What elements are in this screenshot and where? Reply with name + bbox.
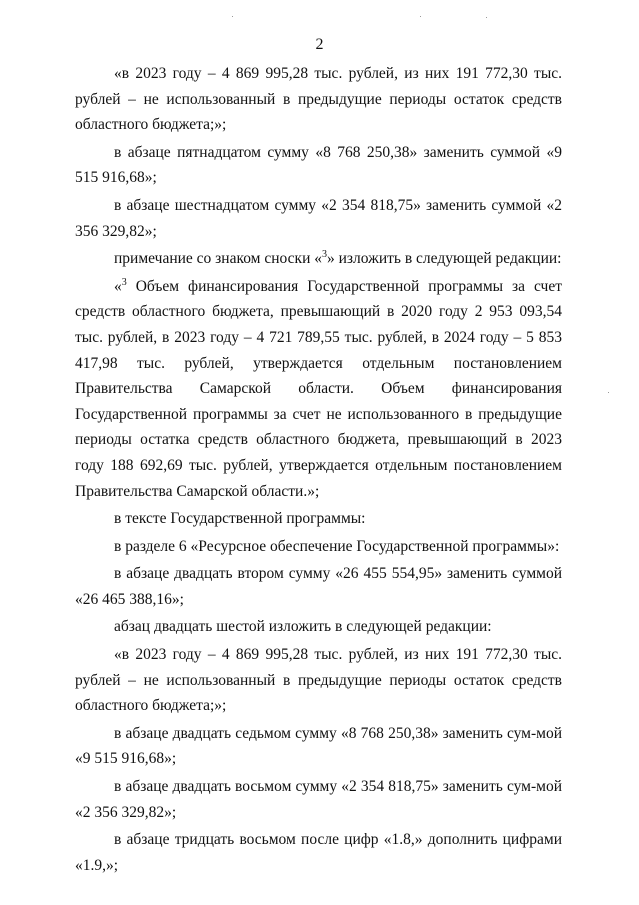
paragraph-abzac-22: в абзаце двадцать втором сумму «26 455 554,95» заменить суммой «26 465 388,16»; [75, 565, 562, 608]
footnote-mark-inline: 3 [121, 276, 127, 288]
paragraph-section-6: в разделе 6 «Ресурсное обеспечение Государственной программы»: [114, 537, 560, 555]
footnote-note-text-end: » изложить в следующей редакции: [327, 250, 562, 268]
footnote-open-quote: « [114, 277, 122, 295]
paragraph-funding-2023: «в 2023 году – 4 869 995,28 тыс. рублей, из них 191 772,30 тыс. рублей – не использованный в предыдущие периоды остаток средств областного бюджета;»; [75, 65, 562, 134]
paragraph-abzac-16: в абзаце шестнадцатом сумму «2 354 818,75» заменить суммой «2 356 329,82»; [75, 196, 562, 240]
footnote-body: Объем финансирования Государственной программы за счет средств областного бюджета, превышающий в 2020 году 2 953 093,54 тыс. рублей, в 2023 году – 4 721 789,55 тыс. рублей, в 2024 году – 5 853 417,98 тыс. рублей, утверждается отдельным постановлением Правительства Самарской области. Объем финансирования Государственной программы за счет не использованного в предыдущие периоды остатка средств областного бюджета, превышающий в 2023 году 188 692,69 тыс. рублей, утверждается отдельным постановлением Правительства Самарской области.»; [75, 277, 562, 500]
paragraph-program-text: в тексте Государственной программы: [114, 510, 366, 528]
paragraph-abzac-26: абзац двадцать шестой изложить в следующей редакции: [114, 618, 492, 636]
paragraph-funding-2023-repeat: «в 2023 году – 4 869 995,28 тыс. рублей, из них 191 772,30 тыс. рублей – не использованный в предыдущие периоды остаток средств областного бюджета;»; [75, 646, 562, 715]
footnote-mark: 3 [322, 249, 327, 260]
page-number: 2 [315, 36, 324, 53]
paragraph-abzac-15: в абзаце пятнадцатом сумму «8 768 250,38» заменить суммой «9 515 916,68»; [75, 143, 562, 187]
paragraph-abzac-27: в абзаце двадцать седьмом сумму «8 768 250,38» заменить сум-мой «9 515 916,68»; [75, 724, 562, 768]
paragraph-footnote-text [75, 274, 562, 504]
document-body [75, 61, 562, 878]
paragraph-abzac-38: в абзаце тридцать восьмом после цифр «1.8,» дополнить цифрами «1.9,»; [75, 831, 562, 874]
paragraph-footnote-note [75, 246, 562, 272]
paragraph-abzac-28: в абзаце двадцать восьмом сумму «2 354 818,75» заменить сум-мой «2 356 329,82»; [75, 778, 562, 821]
footnote-note-text-start: примечание со знаком сноски « [114, 250, 322, 268]
